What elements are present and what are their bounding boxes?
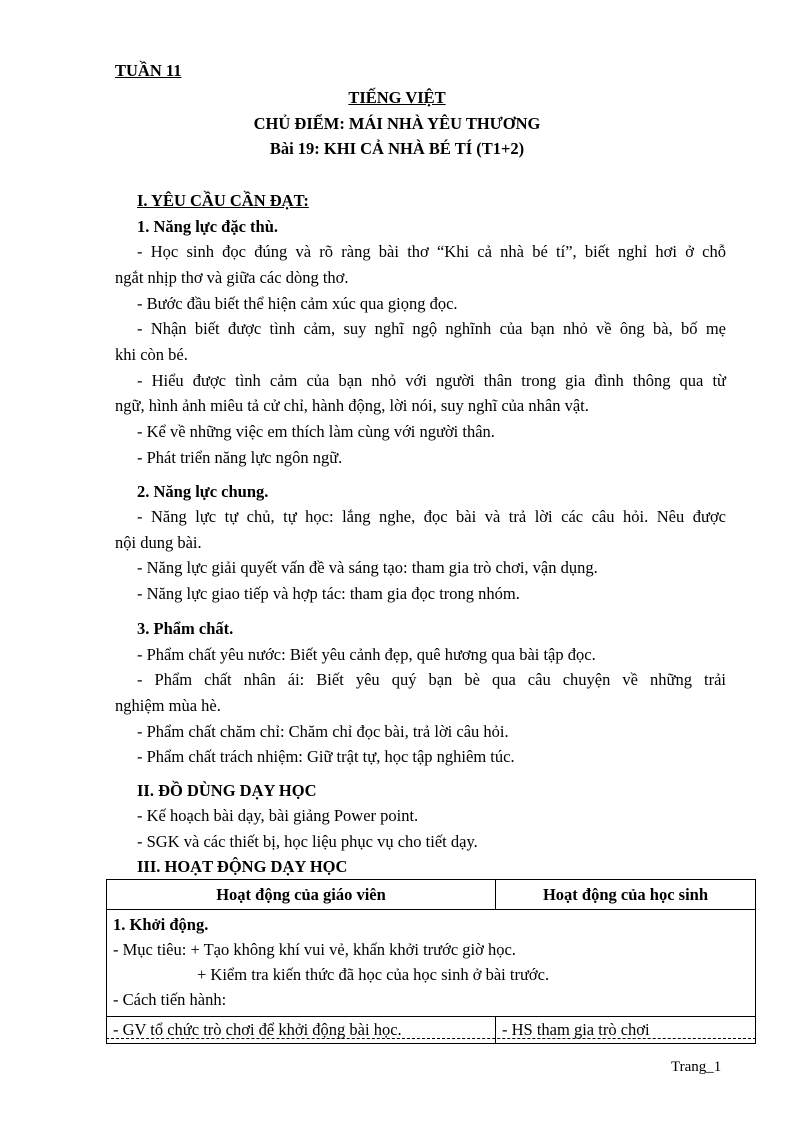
- sub1-line: - Nhận biết được tình cảm, suy nghĩ ngộ nghĩnh của bạn nhỏ về ông bà, bố mẹ: [137, 319, 726, 338]
- teacher-cell: - GV tổ chức trò chơi để khởi động bài học.: [107, 1017, 496, 1044]
- activities-table: [106, 879, 756, 1044]
- col-student-header: Hoạt động của học sinh: [496, 880, 756, 910]
- section3-title: III. HOẠT ĐỘNG DẠY HỌC: [137, 857, 348, 876]
- sub1-line: ngắt nhịp thơ và giữa các dòng thơ.: [115, 268, 349, 287]
- sub2-line: - Năng lực giao tiếp và hợp tác: tham gia đọc trong nhóm.: [137, 584, 520, 603]
- sub1-line: - Bước đầu biết thể hiện cảm xúc qua giọng đọc.: [137, 294, 458, 313]
- warmup-cell: [107, 910, 756, 1017]
- section2-title: II. ĐỒ DÙNG DẠY HỌC: [137, 781, 317, 800]
- sub1-line: - Kể về những việc em thích làm cùng với người thân.: [137, 422, 495, 441]
- section2-line: - Kế hoạch bài dạy, bài giảng Power point.: [137, 806, 419, 825]
- goal-line: - Mục tiêu: + Tạo không khí vui vẻ, khấn khởi trước giờ học.: [113, 940, 516, 959]
- col-teacher-header: Hoạt động của giáo viên: [107, 880, 496, 910]
- sub1-line: - Học sinh đọc đúng và rõ ràng bài thơ “Khi cả nhà bé tí”, biết nghỉ hơi ở chỗ: [137, 242, 726, 261]
- sub3-title: 3. Phẩm chất.: [137, 619, 234, 638]
- sub3-line: - Phẩm chất yêu nước: Biết yêu cảnh đẹp, quê hương qua bài tập đọc.: [137, 645, 596, 664]
- section2-line: - SGK và các thiết bị, học liệu phục vụ cho tiết dạy.: [137, 832, 478, 851]
- sub3-line: - Phẩm chất trách nhiệm: Giữ trật tự, học tập nghiêm túc.: [137, 747, 515, 766]
- table-row: [107, 910, 756, 1017]
- table-header-row: [107, 880, 756, 910]
- table-bottom-divider: [106, 1038, 756, 1039]
- goal-line: + Kiểm tra kiến thức đã học của học sinh ở bài trước.: [197, 965, 550, 984]
- sub2-line: - Năng lực tự chủ, tự học: lắng nghe, đọc bài và trả lời các câu hỏi. Nêu được: [137, 507, 726, 526]
- table-row: [107, 1017, 756, 1044]
- sub1-title: 1. Năng lực đặc thù.: [137, 217, 278, 236]
- sub2-title: 2. Năng lực chung.: [137, 482, 269, 501]
- lesson-title: Bài 19: KHI CẢ NHÀ BÉ TÍ (T1+2): [269, 139, 525, 158]
- sub3-line: - Phẩm chất chăm chỉ: Chăm chỉ đọc bài, trả lời câu hỏi.: [137, 722, 509, 741]
- step-title: 1. Khởi động.: [113, 915, 209, 934]
- sub1-line: - Phát triển năng lực ngôn ngữ.: [137, 448, 343, 467]
- sub2-line: - Năng lực giải quyết vấn đề và sáng tạo: tham gia trò chơi, vận dụng.: [137, 558, 598, 577]
- subject-title: TIẾNG VIỆT: [348, 88, 446, 107]
- sub3-line: nghiệm mùa hè.: [115, 696, 221, 715]
- theme-title: CHỦ ĐIỂM: MÁI NHÀ YÊU THƯƠNG: [253, 114, 541, 133]
- method-line: - Cách tiến hành:: [113, 990, 227, 1009]
- week-label: TUẦN 11: [115, 61, 182, 80]
- sub3-line: - Phẩm chất nhân ái: Biết yêu quý bạn bè qua câu chuyện về những trải: [137, 670, 726, 689]
- sub1-line: khi còn bé.: [115, 345, 188, 364]
- page-number: Trang_1: [671, 1059, 722, 1075]
- sub1-line: - Hiểu được tình cảm của bạn nhỏ với người thân trong gia đình thông qua từ: [137, 371, 726, 390]
- section1-title: I. YÊU CẦU CẦN ĐẠT:: [137, 191, 309, 210]
- student-cell: - HS tham gia trò chơi: [496, 1017, 756, 1044]
- sub1-line: ngữ, hình ảnh miêu tả cử chỉ, hành động, lời nói, suy nghĩ của nhân vật.: [115, 396, 589, 415]
- sub2-line: nội dung bài.: [115, 533, 202, 552]
